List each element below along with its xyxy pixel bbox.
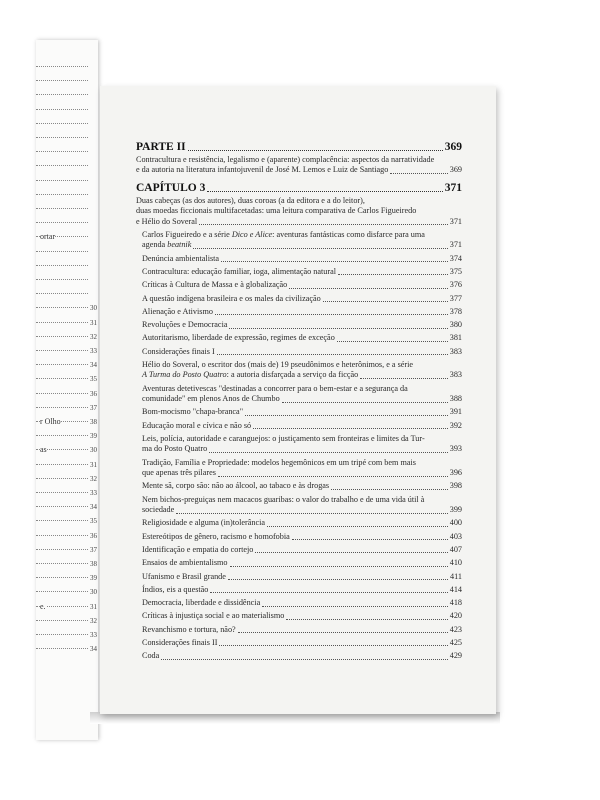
toc-entry-title: Contracultura: educação familiar, ioga, alimentação natural xyxy=(142,266,337,276)
left-page-line xyxy=(36,415,98,429)
left-page-line xyxy=(36,443,98,457)
left-page-line xyxy=(36,628,98,642)
dot-leader xyxy=(289,288,447,289)
toc-entry-text: : aventuras fantásticas como disfarce para uma xyxy=(272,229,425,239)
part-desc-line: Contracultura e resistência, legalismo e (aparente) complacência: aspectos da narratividade xyxy=(136,155,435,164)
toc-entry-page: 392 xyxy=(449,420,462,430)
dot-leader xyxy=(36,137,88,138)
toc-entry-title: Críticas à injustiça social e ao materialismo xyxy=(142,611,285,621)
dot-leader xyxy=(36,279,88,280)
toc-entry-line xyxy=(142,434,462,444)
toc-entry-text: que apenas três pilares xyxy=(142,468,216,478)
left-page-line xyxy=(36,88,98,102)
toc-entry-text-wrap xyxy=(142,444,207,454)
left-page-number: 30 xyxy=(90,585,97,599)
toc-entry-title: Coda xyxy=(142,651,160,661)
dot-leader xyxy=(253,428,448,429)
toc-entry-line xyxy=(142,384,462,394)
toc-entry-text: agenda xyxy=(142,240,168,250)
toc-entry xyxy=(142,585,462,595)
toc-entry xyxy=(142,518,462,528)
chapter-desc-page: 371 xyxy=(449,216,462,226)
left-page-line xyxy=(36,543,98,557)
dot-leader xyxy=(193,248,447,249)
part-heading xyxy=(136,141,462,154)
dot-leader xyxy=(36,577,88,578)
toc-entry-page: 411 xyxy=(450,571,462,581)
left-page-line xyxy=(36,301,98,315)
dot-leader xyxy=(221,261,448,262)
dot-leader xyxy=(217,354,448,355)
dot-leader xyxy=(36,123,88,124)
left-page-line xyxy=(36,145,98,159)
left-page-line xyxy=(36,273,98,287)
dot-leader xyxy=(36,222,88,223)
left-page-line xyxy=(36,614,98,628)
toc-entry-page: 374 xyxy=(449,253,462,263)
left-page-fragment: r Olho xyxy=(40,415,61,429)
dot-leader xyxy=(36,293,88,294)
dot-leader xyxy=(209,452,447,453)
part-label: PARTE II xyxy=(136,141,186,153)
dot-leader xyxy=(267,526,448,527)
dot-leader xyxy=(36,66,88,67)
toc-entry-title: A questão indígena brasileira e os males da civilização xyxy=(142,293,321,303)
left-page-line xyxy=(36,316,98,330)
left-page-line xyxy=(36,529,98,543)
toc-entry-title: Estereótipos de gênero, racismo e homofobia xyxy=(142,531,290,541)
dot-leader xyxy=(36,563,88,564)
toc-entry xyxy=(142,434,462,455)
dot-leader xyxy=(286,619,447,620)
toc-entry-title: Autoritarismo, liberdade de expressão, regimes de exceção xyxy=(142,333,335,343)
toc-entry-page: 396 xyxy=(449,468,462,478)
chapter-desc-line: Duas cabeças (as dos autores), duas coroas (a da editora e a do leitor), xyxy=(136,195,365,205)
dot-leader xyxy=(36,506,88,507)
toc-entry-page: 398 xyxy=(449,481,462,491)
left-page-line xyxy=(36,230,98,244)
left-page-fragment: as xyxy=(40,443,47,457)
toc-entry-page: 378 xyxy=(449,306,462,316)
left-page-number: 30 xyxy=(90,301,97,315)
toc-entry-italic: beatnik xyxy=(167,240,192,250)
toc-entry-page: 376 xyxy=(449,280,462,290)
chapter-heading xyxy=(136,182,462,195)
toc-entry-line xyxy=(142,394,462,404)
dot-leader xyxy=(36,336,88,337)
dot-leader xyxy=(36,620,88,621)
toc-entry-line xyxy=(142,505,462,515)
dot-leader xyxy=(390,173,447,174)
left-page-line xyxy=(36,159,98,173)
toc-entry-title: Revoluções e Democracia xyxy=(142,320,228,330)
dot-leader xyxy=(210,592,447,593)
toc-entry-text-wrap xyxy=(142,505,174,515)
toc-entry xyxy=(142,384,462,405)
dot-leader xyxy=(36,407,88,408)
toc-entry-page: 380 xyxy=(449,320,462,330)
toc-entry-text: Aventuras detetivescas "destinadas a concorrer para o bem-estar e a segurança da xyxy=(142,383,408,393)
dot-leader xyxy=(36,648,88,649)
previous-page xyxy=(36,40,98,740)
toc-entry xyxy=(142,598,462,608)
dot-leader xyxy=(36,520,88,521)
dot-leader xyxy=(36,478,88,479)
toc-entry xyxy=(142,421,462,431)
toc-entry-page: 414 xyxy=(449,584,462,594)
dot-leader xyxy=(36,364,88,365)
chapter-desc-line: duas moedas ficcionais multifacetadas: uma leitura comparativa de Carlos Figueiredo xyxy=(136,206,417,216)
toc-entry-page: 429 xyxy=(449,651,462,661)
left-page-line xyxy=(36,245,98,259)
toc-entry xyxy=(142,407,462,417)
dot-leader xyxy=(238,632,448,633)
left-page-number: 30 xyxy=(90,443,97,457)
left-page-line xyxy=(36,344,98,358)
toc-entry xyxy=(142,333,462,343)
left-page-line xyxy=(36,387,98,401)
dot-leader xyxy=(36,322,88,323)
dot-leader xyxy=(36,549,88,550)
toc-entry xyxy=(142,254,462,264)
left-page-number: 39 xyxy=(90,571,97,585)
dot-leader xyxy=(36,307,88,308)
dot-leader xyxy=(176,513,447,514)
toc-entry-line xyxy=(142,444,462,454)
dot-leader xyxy=(207,191,442,192)
toc-entry-text: : a autoria disfarçada a serviço da ficção xyxy=(226,370,359,380)
toc-entry-page: 381 xyxy=(449,333,462,343)
toc-entry-page: 388 xyxy=(449,394,462,404)
left-page-line xyxy=(36,372,98,386)
left-page-number: 33 xyxy=(90,486,97,500)
chapter-label: CAPÍTULO 3 xyxy=(136,181,206,194)
toc-entry-line xyxy=(142,468,462,478)
toc-entry xyxy=(142,280,462,290)
dot-leader xyxy=(36,535,88,536)
dot-leader xyxy=(215,314,448,315)
toc-entry-title: Alienação e Ativismo xyxy=(142,306,213,316)
toc-entry-page: 383 xyxy=(449,346,462,356)
toc-entry-page: 420 xyxy=(449,611,462,621)
part-desc-page: 369 xyxy=(449,165,462,175)
dot-leader xyxy=(245,415,448,416)
toc-entry-title: Democracia, liberdade e dissidência xyxy=(142,598,261,608)
dot-leader xyxy=(218,476,448,477)
left-page-number: 32 xyxy=(90,472,97,486)
dot-leader xyxy=(36,265,88,266)
dot-leader xyxy=(36,208,88,209)
dot-leader xyxy=(229,328,447,329)
toc-entry-title: Denúncia ambientalista xyxy=(142,253,220,263)
left-page-fragment: ortar xyxy=(40,230,55,244)
left-page-line xyxy=(36,216,98,230)
toc-entry xyxy=(142,558,462,568)
toc-entry xyxy=(142,545,462,555)
toc-entry-text-wrap xyxy=(142,240,191,250)
toc-entry-page: 423 xyxy=(449,624,462,634)
toc-entry-title: Revanchismo e tortura, não? xyxy=(142,624,236,634)
toc-entry-text-wrap xyxy=(142,468,216,478)
toc-entry-title: Educação moral e cívica e não só xyxy=(142,420,252,430)
dot-leader xyxy=(36,194,88,195)
left-page-line xyxy=(36,585,98,599)
dot-leader xyxy=(36,80,88,81)
toc-entry-title: Críticas à Cultura de Massa e à globalização xyxy=(142,280,288,290)
left-page-line xyxy=(36,472,98,486)
toc-entry-line xyxy=(142,240,462,250)
toc-entry-text: comunidade" em plenos Anos de Chumbo xyxy=(142,394,280,404)
chapter-description xyxy=(136,196,462,227)
left-page-number: 32 xyxy=(90,614,97,628)
toc-entry-page: 383 xyxy=(449,370,462,380)
toc-entry-italic: A Turma do Posto Quatro xyxy=(142,370,227,380)
left-page-number: 36 xyxy=(90,529,97,543)
dot-leader xyxy=(36,464,88,465)
table-of-contents xyxy=(136,141,462,662)
toc-entry-text-wrap xyxy=(142,370,358,380)
dot-leader xyxy=(36,251,88,252)
left-page-line xyxy=(36,60,98,74)
left-page-number: 32 xyxy=(90,330,97,344)
left-page-line xyxy=(36,188,98,202)
toc-entry xyxy=(142,347,462,357)
left-page-number: 34 xyxy=(90,642,97,656)
dot-leader xyxy=(36,350,88,351)
left-page-line xyxy=(36,642,98,656)
left-page-number: 35 xyxy=(90,372,97,386)
left-page-line xyxy=(36,103,98,117)
left-page-number: 31 xyxy=(90,316,97,330)
toc-entry xyxy=(142,572,462,582)
toc-entry xyxy=(142,294,462,304)
left-page-line xyxy=(36,287,98,301)
dot-leader xyxy=(161,659,447,660)
left-page-number: 34 xyxy=(90,500,97,514)
toc-entry-page: 403 xyxy=(449,531,462,541)
left-page-line xyxy=(36,330,98,344)
dot-leader xyxy=(331,489,448,490)
left-page-line xyxy=(36,571,98,585)
left-page-line xyxy=(36,600,98,614)
left-page-line xyxy=(36,358,98,372)
toc-entry xyxy=(142,651,462,661)
left-page-line xyxy=(36,429,98,443)
toc-entry-text: Nem bichos-preguiças nem macacos guaribas: o valor do trabalho e de uma vida útil à xyxy=(142,494,425,504)
dot-leader xyxy=(36,393,88,394)
dot-leader xyxy=(36,378,88,379)
dot-leader xyxy=(262,606,448,607)
left-page-line xyxy=(36,514,98,528)
toc-entry xyxy=(142,638,462,648)
dot-leader xyxy=(199,224,448,225)
toc-entry-page: 399 xyxy=(449,505,462,515)
toc-entry-text: Hélio do Soveral, o escritor dos (mais de) 19 pseudônimos e heterônimos, e a série xyxy=(142,360,414,369)
dot-leader xyxy=(36,435,88,436)
chapter-page: 371 xyxy=(444,181,462,194)
dot-leader xyxy=(337,341,448,342)
dot-leader xyxy=(255,552,447,553)
dot-leader xyxy=(219,645,447,646)
left-page-number: 37 xyxy=(90,543,97,557)
toc-entry xyxy=(142,230,462,251)
toc-entry-text-wrap xyxy=(142,394,280,404)
dot-leader xyxy=(323,301,448,302)
left-page-line xyxy=(36,117,98,131)
dot-leader xyxy=(292,539,448,540)
toc-entry xyxy=(142,307,462,317)
left-page-number: 36 xyxy=(90,387,97,401)
toc-entry xyxy=(142,625,462,635)
left-page-number: 35 xyxy=(90,514,97,528)
toc-entry-page: 410 xyxy=(449,558,462,568)
toc-entry-title: Índios, eis a questão xyxy=(142,584,209,594)
dot-leader xyxy=(282,402,448,403)
dot-leader xyxy=(230,566,448,567)
left-page-number: 38 xyxy=(90,557,97,571)
toc-entry xyxy=(142,360,462,381)
toc-entry-page: 418 xyxy=(449,598,462,608)
toc-entry-line xyxy=(142,458,462,468)
toc-entry-line xyxy=(142,370,462,380)
dot-leader xyxy=(36,165,88,166)
dot-leader xyxy=(338,274,448,275)
dot-leader xyxy=(360,378,447,379)
left-page-fragment: e. xyxy=(40,600,46,614)
left-page-line xyxy=(36,202,98,216)
dot-leader xyxy=(188,150,443,151)
toc-entry-line xyxy=(142,360,462,370)
left-page-line xyxy=(36,486,98,500)
left-page-number: 33 xyxy=(90,344,97,358)
toc-entry-text: sociedade xyxy=(142,505,175,515)
left-page-number: 39 xyxy=(90,429,97,443)
toc-entry-text: Carlos Figueiredo e a série xyxy=(142,229,232,239)
left-page-line xyxy=(36,74,98,88)
toc-entry-title: Bom-mocismo "chapa-branca" xyxy=(142,407,244,417)
toc-entry xyxy=(142,458,462,479)
toc-entry-page: 393 xyxy=(449,444,462,454)
dot-leader xyxy=(36,94,88,95)
left-page-line xyxy=(36,500,98,514)
left-page-line xyxy=(36,458,98,472)
toc-entry-text: Leis, polícia, autoridade e caranguejos: o justiçamento sem fronteiras e limites da Tur- xyxy=(142,434,425,443)
toc-entry-title: Considerações finais II xyxy=(142,638,218,648)
left-page-number: 38 xyxy=(90,415,97,429)
dot-leader xyxy=(36,151,88,152)
toc-entry xyxy=(142,267,462,277)
toc-entry-text: ma do Posto Quatro xyxy=(142,444,208,454)
dot-leader xyxy=(36,492,88,493)
table-of-contents-page xyxy=(100,86,496,714)
dot-leader xyxy=(228,579,448,580)
left-page-line xyxy=(36,174,98,188)
toc-entry-line xyxy=(142,495,462,505)
toc-entry-line xyxy=(142,230,462,240)
toc-entry-page: 375 xyxy=(449,266,462,276)
left-page-number: 33 xyxy=(90,628,97,642)
toc-entry xyxy=(142,320,462,330)
toc-entry-title: Mente sã, corpo são: não ao álcool, ao tabaco e às drogas xyxy=(142,481,330,491)
toc-entry xyxy=(142,532,462,542)
left-page-line xyxy=(36,131,98,145)
left-page-line xyxy=(36,557,98,571)
dot-leader xyxy=(36,180,88,181)
chapter-desc-line: e Hélio do Soveral xyxy=(136,216,198,226)
toc-entry-italic: Dico e Alice xyxy=(231,229,273,239)
toc-entry-title: Ufanismo e Brasil grande xyxy=(142,571,226,581)
toc-entry-title: Religiosidade e alguma (in)tolerância xyxy=(142,518,265,528)
part-description xyxy=(136,155,462,176)
toc-entry xyxy=(142,611,462,621)
toc-entry-page: 371 xyxy=(449,240,462,250)
left-page-number: 34 xyxy=(90,358,97,372)
toc-entry xyxy=(142,481,462,491)
left-page-line xyxy=(36,401,98,415)
dot-leader xyxy=(36,591,88,592)
toc-entry-text: Tradição, Família e Propriedade: modelos hegemônicos em um tripé com bem mais xyxy=(142,457,416,467)
toc-entry xyxy=(142,495,462,516)
toc-entry-page: 425 xyxy=(449,638,462,648)
toc-entry-title: Considerações finais I xyxy=(142,346,215,356)
toc-entry-title: Ensaios de ambientalismo xyxy=(142,558,228,568)
dot-leader xyxy=(36,634,88,635)
left-page-number: 31 xyxy=(90,458,97,472)
toc-entry-title: Identificação e empatia do cortejo xyxy=(142,545,254,554)
toc-entry-page: 391 xyxy=(449,407,462,417)
toc-entry-page: 377 xyxy=(449,293,462,303)
left-page-number: 37 xyxy=(90,401,97,415)
toc-entry-page: 407 xyxy=(449,545,462,554)
part-page: 369 xyxy=(444,141,462,153)
toc-entry-page: 400 xyxy=(449,518,462,528)
left-page-number: 31 xyxy=(90,600,97,614)
toc-entries xyxy=(136,230,462,662)
part-desc-line: e da autoria na literatura infantojuvenil de José M. Lemos e Luiz de Santiago xyxy=(136,165,389,175)
left-page-line xyxy=(36,259,98,273)
dot-leader xyxy=(36,109,88,110)
